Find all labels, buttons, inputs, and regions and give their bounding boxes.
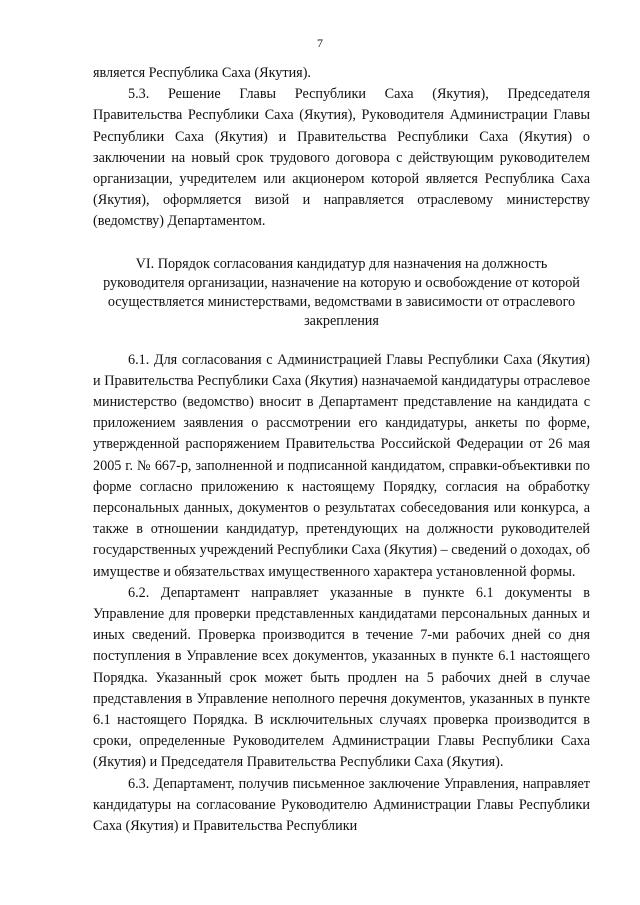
paragraph-6-2: 6.2. Департамент направляет указанные в пункте 6.1 документы в Управление для проверки представленных кандидатами персональных данных и иных сведений. Проверка производится в течение 7-ми рабочих дней со дня поступления в Управление всех документов, указанных в пункте 6.1 настоящего Порядка. Указанный срок может быть продлен на 5 рабочих дней в случае представления в Управление неполного перечня документов, указанных в пункте 6.1 настоящего Порядка. В исключительных случаях проверка производится в сроки, определенные Руководителем Администрации Главы Республики Саха (Якутия) и Председателя Правительства Республики Саха (Якутия). xyxy=(93,584,590,771)
document-body xyxy=(93,63,590,837)
paragraph-continuation: является Республика Саха (Якутия). xyxy=(93,65,311,81)
paragraph-5-3: 5.3. Решение Главы Республики Саха (Якутия), Председателя Правительства Республики Саха (Якутия), Руководителя Администрации Главы Республики Саха (Якутия) и Правительства Республики Саха (Якутия) о заключении на новый срок трудового договора с действующим руководителем организации, учредителем или акционером которой является Республика Саха (Якутия), оформляется визой и направляется отраслевому министерству (ведомству) Департаментом. xyxy=(93,86,590,230)
paragraph-6-1: 6.1. Для согласования с Администрацией Главы Республики Саха (Якутия) и Правительства Республики Саха (Якутия) назначаемой кандидатуры отраслевое министерство (ведомство) вносит в Департамент представление на кандидата с приложением заявления о рассмотрении его кандидатуры, анкеты по форме, утвержденной распоряжением Правительства Российской Федерации от 26 мая 2005 г. № 667-р, заполненной и подписанной кандидатом, справки-объективки по форме согласно приложению к настоящему Порядку, согласия на обработку персональных данных, документов о результатах собеседования или конкурса, а также в отношении кандидатур, претендующих на должности руководителей государственных учреждений Республики Саха (Якутия) – сведений о доходах, об имуществе и обязательствах имущественного характера установленной формы. xyxy=(93,351,591,580)
section-heading: VI. Порядок согласования кандидатур для назначения на должность руководителя организации, назначение на которую и освобождение от которой осуществляется министерствами, ведомствами в зависимости от отраслевого закрепления xyxy=(103,255,580,329)
page-number: 7 xyxy=(317,36,323,50)
paragraph-6-3: 6.3. Департамент, получив письменное заключение Управления, направляет кандидатуры на согласование Руководителю Администрации Главы Республики Саха (Якутия) и Правительства Республики xyxy=(93,775,590,835)
